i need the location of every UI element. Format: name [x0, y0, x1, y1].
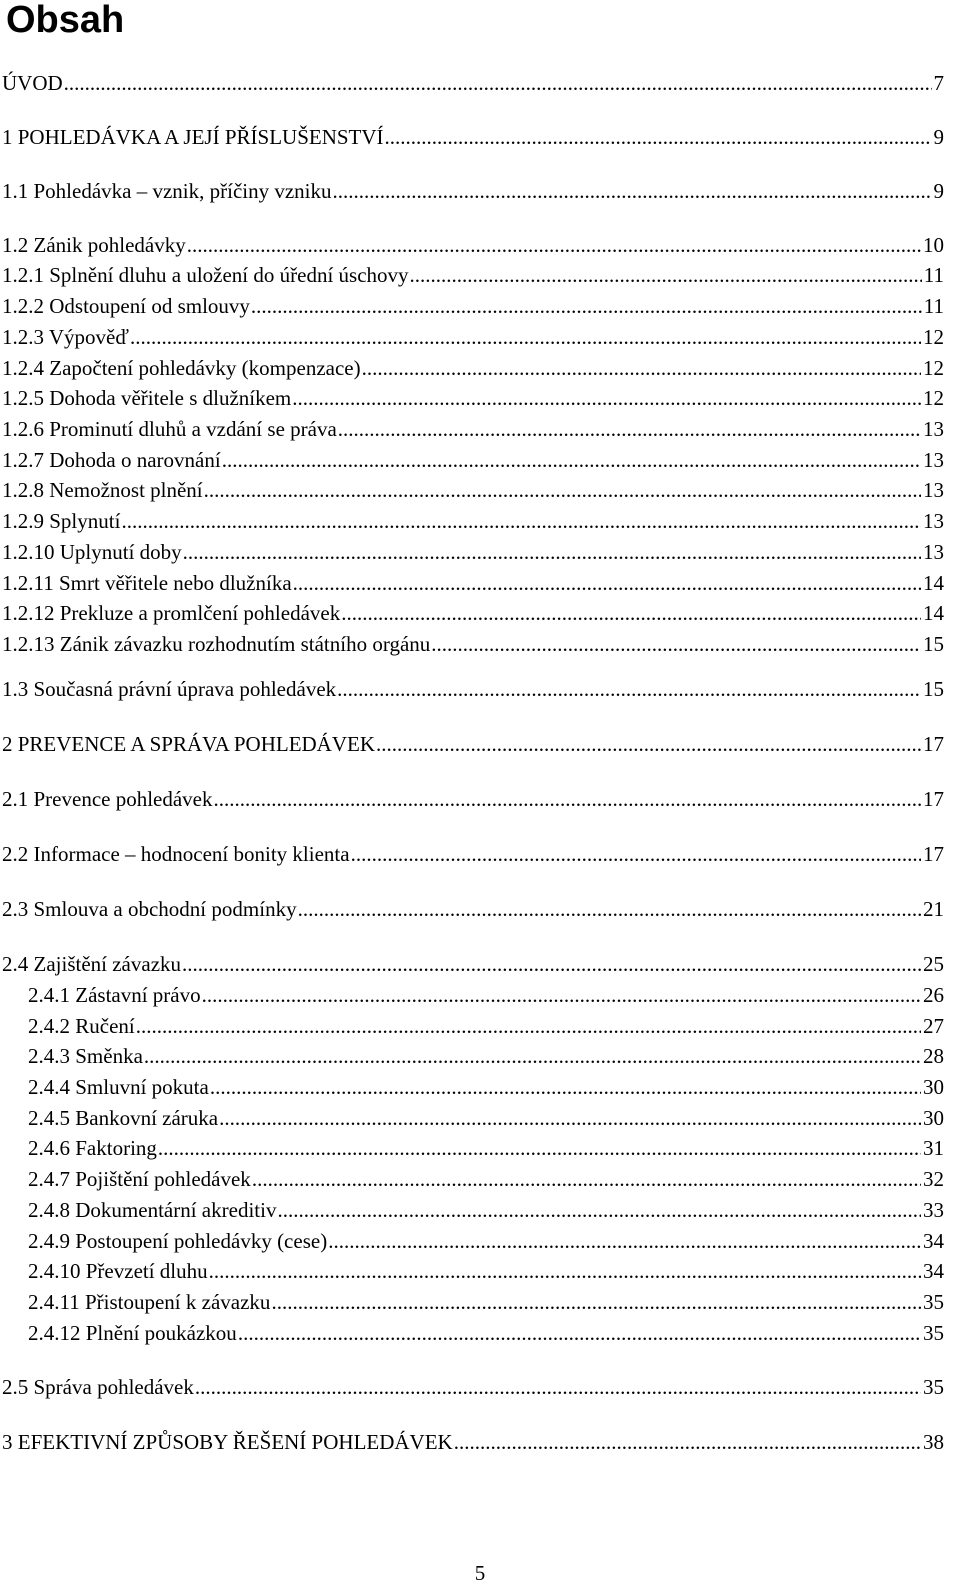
toc-entry-page: 30: [923, 1075, 944, 1099]
toc-entry-page: 7: [933, 71, 944, 95]
toc-entry[interactable]: [2, 477, 944, 503]
toc-entry-page: 13: [923, 417, 944, 441]
toc-dot-leader: [121, 508, 921, 534]
toc-entry-page: 26: [923, 983, 944, 1007]
toc-entry-page: 17: [923, 732, 944, 756]
toc-dot-leader: [204, 477, 921, 503]
toc-dot-leader: [333, 178, 932, 204]
toc-entry-label: 2.4.7 Pojištění pohledávek: [28, 1167, 251, 1191]
toc-entry[interactable]: [28, 1074, 944, 1100]
toc-dot-leader: [158, 1135, 921, 1161]
toc-entry-label: 1.3 Současná právní úprava pohledávek: [2, 677, 337, 701]
toc-entry[interactable]: [2, 416, 944, 442]
toc-entry[interactable]: [2, 896, 944, 922]
toc-entry-page: 12: [923, 325, 944, 349]
toc-entry-label: 1.2.11 Smrt věřitele nebo dlužníka: [2, 571, 292, 595]
toc-entry[interactable]: [28, 1105, 944, 1131]
toc-entry-page: 27: [923, 1014, 944, 1038]
toc-entry-label: 3 EFEKTIVNÍ ZPŮSOBY ŘEŠENÍ POHLEDÁVEK: [2, 1430, 453, 1454]
toc-entry-label: 1.2.7 Dohoda o narovnání: [2, 448, 221, 472]
toc-entry-page: 21: [923, 897, 944, 921]
toc-dot-leader: [136, 1013, 921, 1039]
toc-dot-leader: [431, 631, 921, 657]
toc-entry[interactable]: [28, 1013, 944, 1039]
toc-entry[interactable]: [28, 1135, 944, 1161]
toc-entry[interactable]: [2, 178, 944, 204]
toc-entry-page: 10: [923, 233, 944, 257]
toc-entry[interactable]: [2, 293, 944, 319]
toc-entry-page: 9: [933, 179, 944, 203]
toc-entry[interactable]: [2, 232, 944, 258]
toc-entry-page: 17: [923, 842, 944, 866]
toc-dot-leader: [219, 1105, 921, 1131]
toc-entry-page: 14: [923, 571, 944, 595]
toc-dot-leader: [341, 600, 921, 626]
toc-entry-page: 13: [923, 540, 944, 564]
toc-entry[interactable]: [2, 570, 944, 596]
page-number: 5: [474, 1561, 486, 1585]
toc-entry[interactable]: [2, 539, 944, 565]
toc-entry-page: 32: [923, 1167, 944, 1191]
toc-entry[interactable]: [28, 1228, 944, 1254]
toc-dot-leader: [130, 324, 921, 350]
toc-entry[interactable]: [28, 982, 944, 1008]
toc-entry-page: 35: [923, 1321, 944, 1345]
toc-entry[interactable]: [2, 600, 944, 626]
toc-dot-leader: [238, 1320, 921, 1346]
toc-dot-leader: [328, 1228, 921, 1254]
toc-entry[interactable]: [28, 1258, 944, 1284]
toc-dot-leader: [292, 385, 921, 411]
toc-entry-page: 12: [923, 356, 944, 380]
toc-entry-label: 2.4.5 Bankovní záruka: [28, 1106, 219, 1130]
toc-entry[interactable]: [2, 324, 944, 350]
toc-entry-page: 15: [923, 677, 944, 701]
toc-entry-page: 25: [923, 952, 944, 976]
toc-entry-label: 1.2.1 Splnění dluhu a uložení do úřední úschovy: [2, 263, 409, 287]
toc-dot-leader: [187, 232, 921, 258]
toc-dot-leader: [222, 447, 921, 473]
toc-dot-leader: [252, 1166, 921, 1192]
toc-dot-leader: [410, 262, 922, 288]
toc-entry[interactable]: [2, 385, 944, 411]
toc-dot-leader: [385, 124, 932, 150]
toc-dot-leader: [210, 1074, 921, 1100]
toc-dot-leader: [298, 896, 921, 922]
toc-entry-page: 11: [923, 263, 944, 287]
toc-entry-label: 1.2 Zánik pohledávky: [2, 233, 186, 257]
toc-entry[interactable]: [2, 731, 944, 757]
toc-entry-label: 2.5 Správa pohledávek: [2, 1375, 194, 1399]
toc-entry-page: 35: [923, 1375, 944, 1399]
toc-entry-label: 2.1 Prevence pohledávek: [2, 787, 213, 811]
toc-entry-label: 2 PREVENCE A SPRÁVA POHLEDÁVEK: [2, 732, 376, 756]
toc-entry-label: 2.4.8 Dokumentární akreditiv: [28, 1198, 277, 1222]
toc-entry-page: 30: [923, 1106, 944, 1130]
toc-dot-leader: [144, 1043, 921, 1069]
toc-entry-label: 2.4.9 Postoupení pohledávky (cese): [28, 1229, 328, 1253]
toc-entry[interactable]: [2, 1429, 944, 1455]
toc-entry[interactable]: [2, 1374, 944, 1400]
toc-entry-page: 9: [933, 125, 944, 149]
toc-dot-leader: [376, 731, 921, 757]
toc-entry-label: 2.4.2 Ručení: [28, 1014, 135, 1038]
toc-entry-label: 2.4.10 Převzetí dluhu: [28, 1259, 208, 1283]
toc-entry[interactable]: [2, 124, 944, 150]
toc-dot-leader: [202, 982, 921, 1008]
toc-entry-label: 2.4.12 Plnění poukázkou: [28, 1321, 237, 1345]
toc-entry[interactable]: [28, 1043, 944, 1069]
toc-dot-leader: [351, 841, 921, 867]
toc-entry-label: 1.2.6 Prominutí dluhů a vzdání se práva: [2, 417, 337, 441]
toc-entry-label: 2.2 Informace – hodnocení bonity klienta: [2, 842, 350, 866]
toc-entry-label: 1.2.4 Započtení pohledávky (kompenzace): [2, 356, 361, 380]
toc-dot-leader: [183, 539, 921, 565]
toc-entry[interactable]: [2, 262, 944, 288]
toc-dot-leader: [64, 70, 932, 96]
toc-entry-page: 34: [923, 1229, 944, 1253]
toc-entry-page: 12: [923, 386, 944, 410]
toc-dot-leader: [195, 1374, 921, 1400]
toc-entry-label: 1.1 Pohledávka – vznik, příčiny vzniku: [2, 179, 332, 203]
toc-entry-label: ÚVOD: [2, 71, 63, 95]
toc-entry[interactable]: [28, 1320, 944, 1346]
toc-dot-leader: [271, 1289, 921, 1315]
toc-entry-page: 28: [923, 1044, 944, 1068]
toc-entry-label: 1.2.13 Zánik závazku rozhodnutím státního orgánu: [2, 632, 431, 656]
toc-entry[interactable]: [2, 841, 944, 867]
toc-entry-page: 17: [923, 787, 944, 811]
toc-entry[interactable]: [2, 508, 944, 534]
toc-entry[interactable]: [2, 951, 944, 977]
toc-dot-leader: [182, 951, 921, 977]
toc-entry[interactable]: [2, 786, 944, 812]
toc-entry-page: 35: [923, 1290, 944, 1314]
toc-entry-label: 2.4.6 Faktoring: [28, 1136, 157, 1160]
toc-dot-leader: [337, 676, 921, 702]
toc-entry-label: 2.4 Zajištění závazku: [2, 952, 182, 976]
toc-entry[interactable]: [2, 355, 944, 381]
toc-dot-leader: [209, 1258, 921, 1284]
toc-entry-label: 2.4.1 Zástavní právo: [28, 983, 201, 1007]
toc-dot-leader: [362, 355, 921, 381]
toc-entry-page: 15: [923, 632, 944, 656]
toc-entry-page: 13: [923, 478, 944, 502]
toc-entry-label: 1 POHLEDÁVKA A JEJÍ PŘÍSLUŠENSTVÍ: [2, 125, 384, 149]
toc-entry-label: 2.4.11 Přistoupení k závazku: [28, 1290, 271, 1314]
toc-entry[interactable]: [28, 1197, 944, 1223]
toc-entry[interactable]: [2, 631, 944, 657]
toc-dot-leader: [251, 293, 922, 319]
toc-entry-page: 11: [923, 294, 944, 318]
toc-entry-page: 33: [923, 1198, 944, 1222]
toc-entry-label: 1.2.2 Odstoupení od smlouvy: [2, 294, 250, 318]
toc-entry-label: 1.2.3 Výpověď: [2, 325, 129, 349]
toc-entry-label: 1.2.9 Splynutí: [2, 509, 121, 533]
toc-entry[interactable]: [28, 1289, 944, 1315]
toc-entry-label: 2.4.4 Smluvní pokuta: [28, 1075, 209, 1099]
toc-entry-page: 13: [923, 448, 944, 472]
toc-dot-leader: [338, 416, 921, 442]
page-title: Obsah: [6, 0, 125, 41]
toc-dot-leader: [293, 570, 921, 596]
toc-entry[interactable]: [2, 70, 944, 96]
toc-entry[interactable]: [2, 447, 944, 473]
toc-entry-page: 31: [923, 1136, 944, 1160]
toc-entry-page: 14: [923, 601, 944, 625]
toc-entry-label: 1.2.5 Dohoda věřitele s dlužníkem: [2, 386, 292, 410]
toc-entry-page: 38: [923, 1430, 944, 1454]
toc-entry-label: 1.2.10 Uplynutí doby: [2, 540, 182, 564]
toc-entry-label: 1.2.8 Nemožnost plnění: [2, 478, 203, 502]
toc-dot-leader: [277, 1197, 921, 1223]
toc-entry[interactable]: [2, 676, 944, 702]
toc-entry-page: 13: [923, 509, 944, 533]
toc-entry[interactable]: [28, 1166, 944, 1192]
toc-entry-page: 34: [923, 1259, 944, 1283]
toc-dot-leader: [214, 786, 921, 812]
toc-entry-label: 2.4.3 Směnka: [28, 1044, 143, 1068]
toc-entry-label: 1.2.12 Prekluze a promlčení pohledávek: [2, 601, 341, 625]
toc-dot-leader: [454, 1429, 921, 1455]
toc-entry-label: 2.3 Smlouva a obchodní podmínky: [2, 897, 297, 921]
